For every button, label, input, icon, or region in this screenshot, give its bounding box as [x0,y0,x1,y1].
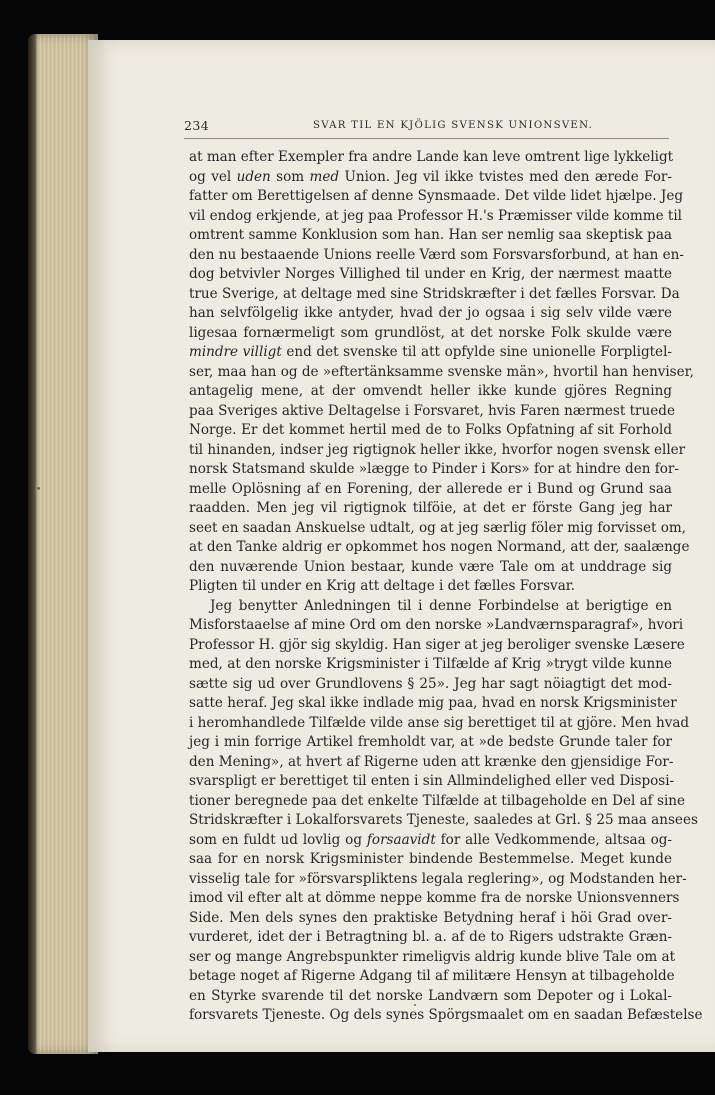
text-segment: Union. Jeg vil ikke tvistes med den ærede For- [339,168,672,185]
text-line: ser, maa han og de »eftertänksamme svenske män», hvortil han henviser, [189,363,694,380]
text-line: raadden. Men jeg vil rigtignok tilföie, at det er förste Gang jeg har [189,500,672,516]
body-text [189,148,703,1026]
text-segment: og vel [189,168,237,185]
text-line: dog betvivler Norges Villighed til under en Krig, der nærmest maatte [189,266,672,282]
text-line [189,168,672,188]
italic-text: forsaavidt [366,831,436,848]
text-line: den nuværende Union bestaar, kunde være Tale om at unddrage sig [189,558,672,575]
text-line: at den Tanke aldrig er opkommet hos nogen Normand, att der, saalænge [189,539,690,555]
text-line: satte heraf. Jeg skal ikke indlade mig paa, hvad en norsk Krigsminister [189,695,677,711]
text-line: Side. Men dels synes den praktiske Betydning heraf i höi Grad over- [189,909,672,926]
text-line: fatter om Berettigelsen af denne Synsmaade. Det vilde lidet hjælpe. Jeg [189,188,684,204]
text-segment: som en fuldt ud lovlig og [189,831,367,848]
text-line: med, at den norske Krigsminister i Tilfælde af Krig »trygt vilde kunne [189,656,672,672]
text-line [189,343,672,363]
text-line: ser og mange Angrebspunkter rimeligvis aldrig kunde blive Tale om at [189,948,676,965]
text-segment: som [270,168,310,185]
text-line [189,831,672,851]
text-line: Norge. Er det kommet hertil med de to Folks Opfatning af sit Forhold [189,422,672,438]
text-line: saa for en norsk Krigsminister bindende Bestemmelse. Meget kunde [189,851,672,867]
italic-text: uden [236,168,271,185]
text-line: Misforstaaelse af mine Ord om den norske »Landværnsparagraf», hvori [189,617,684,633]
text-line: ligesaa fornærmeligt som grundlöst, at det norske Folk skulde være [189,324,672,341]
text-segment: for alle Vedkommende, altsaa og- [435,831,672,848]
text-line: paa Sveriges aktive Deltagelse i Forsvaret, hvis Faren nærmest truede [189,402,675,419]
italic-text: med [309,168,340,185]
text-line: Pligten til under en Krig att deltage i det fælles Forsvar. [189,578,576,594]
text-line: true Sverige, at deltage med sine Stridskræfter i det fælles Forsvar. Da [189,285,680,302]
text-line: vurderet, idet der i Betragtning bl. a. af de to Rigers udstrakte Græn- [189,929,672,945]
text-line: melle Oplösning af en Forening, der allerede er i Bund og Grund saa [189,480,672,497]
text-line: Stridskræfter i Lokalforsvarets Tjeneste, saaledes at Grl. § 25 maa ansees [189,812,698,828]
text-line: tioner beregnede paa det enkelte Tilfælde at tilbageholde en Del af sine [189,792,686,809]
text-line: Jeg benytter Anledningen til i denne Forbindelse at berigtige en [210,597,672,614]
text-line: jeg i min forrige Artikel fremholdt var, at »de bedste Grunde taler for [189,734,672,750]
text-line: til hinanden, indser jeg rigtignok heller ikke, hvorfor nogen svensk eller [189,441,686,458]
text-line: en Styrke svarende til det norske Landværn som Depoter og i Lokal- [189,987,672,1004]
italic-text: mindre villigt [189,344,282,360]
text-line: at man efter Exempler fra andre Lande kan leve omtrent lige lykkeligt [189,149,674,165]
text-segment: end det svenske til att opfylde sine unionelle Forpligtel- [281,344,672,360]
text-line: svarspligt er berettiget til enten i sin Allmindelighed eller ved Disposi- [189,773,675,789]
running-header [184,118,669,139]
text-line: han selvfölgelig ikke antyder, hvad der jo ogsaa i sig selv vilde være [189,305,672,321]
text-line: sætte sig ud over Grundlovens § 25». Jeg har sagt nöiagtigt det mod- [189,675,672,692]
text-line: visselig tale for »försvarspliktens legala reglering», og Modstanden her- [189,870,687,887]
text-line: i heromhandlede Tilfælde vilde anse sig berettiget til at gjöre. Men hvad [189,714,690,731]
text-line: den nu bestaaende Unions reelle Værd som Forsvarsforbund, at han en- [189,246,684,263]
text-line: antagelig mene, at der omvendt heller ikke kunde gjöres Regning [189,383,672,399]
scan-speck [37,487,40,490]
text-line: vil endog erkjende, at jeg paa Professor H.'s Præmisser vilde komme til [189,207,682,224]
text-line: forsvarets Tjeneste. Og dels synes Spörgsmaalet om en saadan Befæstelse [189,1007,703,1023]
page-number: 234 [184,118,210,133]
text-line: seet en saadan Anskuelse udtalt, og at jeg særlig föler mig forvisset om, [189,519,687,536]
text-line: omtrent samme Konklusion som han. Han ser nemlig saa skeptisk paa [189,227,672,243]
running-title: SVAR TIL EN KJÖLIG SVENSK UNIONSVEN. [313,120,594,131]
text-line: Professor H. gjör sig skyldig. Han siger at jeg beroliger svenske Læsere [189,636,685,653]
scan-speck [414,1004,416,1006]
text-line: betage noget af Rigerne Adgang til af militære Hensyn at tilbageholde [189,968,675,984]
text-line: den Mening», at hvert af Rigerne uden att krænke den gjensidige For- [189,753,674,770]
text-line: norsk Statsmand skulde »lægge to Pinder i Kors» for at hindre den for- [189,461,679,477]
text-line: imod vil efter alt at dömme neppe komme fra de norske Unionsvenners [189,890,680,906]
